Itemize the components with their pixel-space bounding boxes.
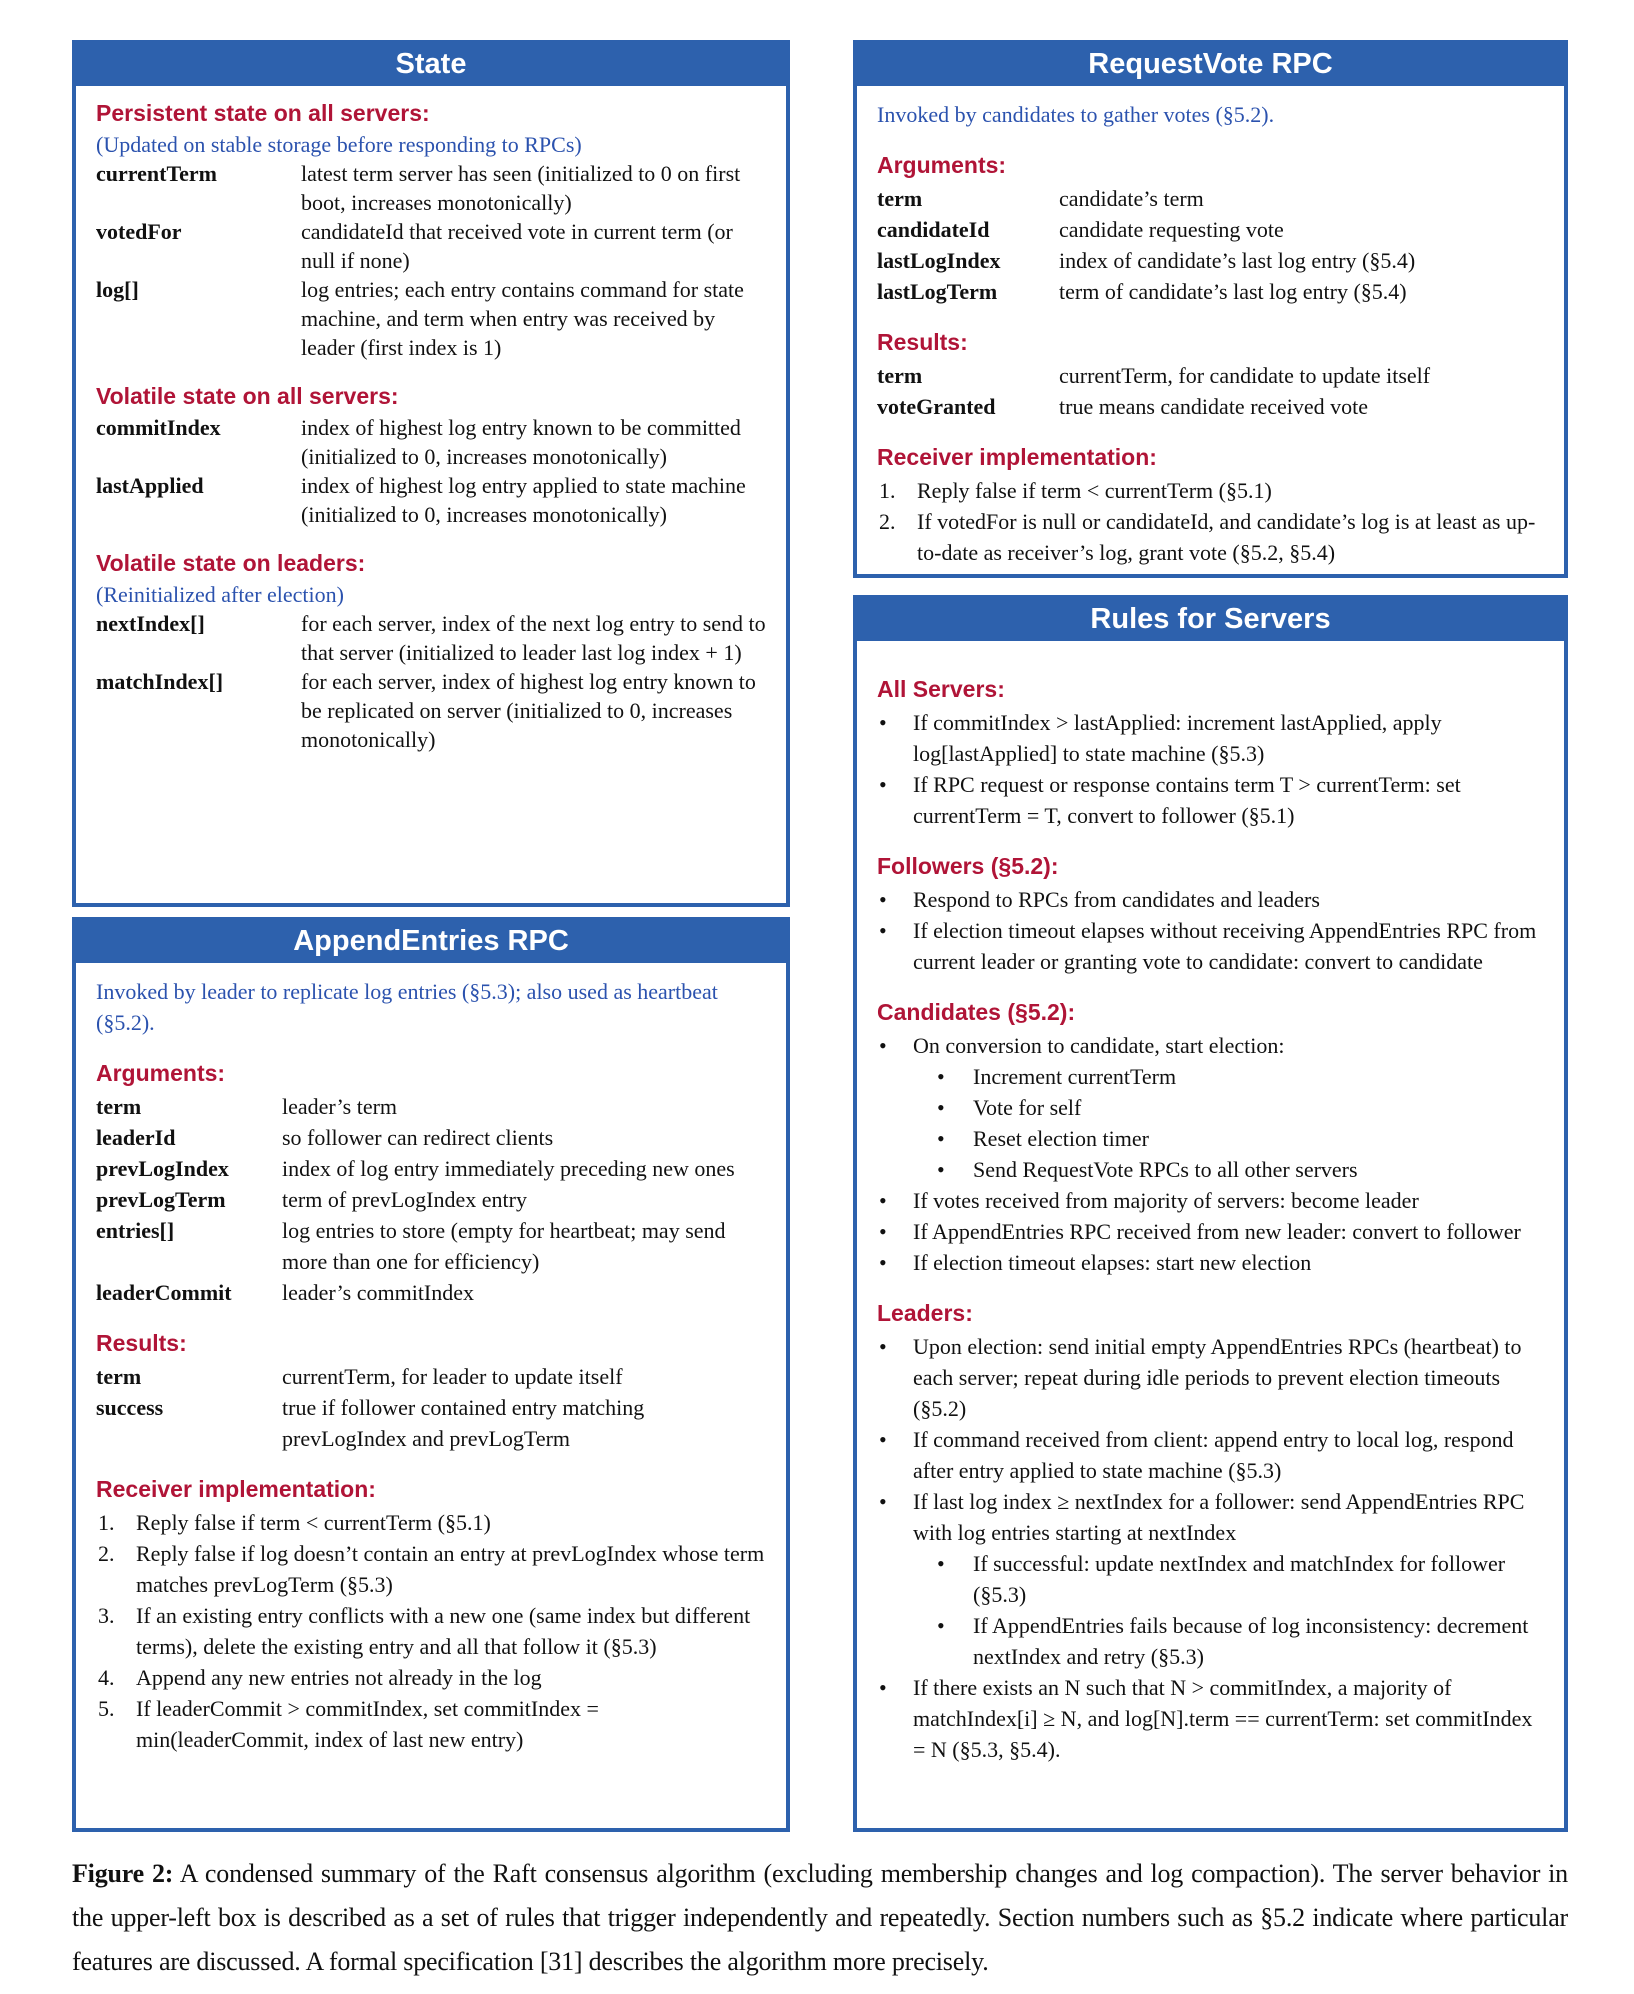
rv-arguments-heading: Arguments: — [877, 152, 1007, 178]
volatile-all-params — [96, 413, 770, 529]
param-name: success — [96, 1395, 164, 1420]
param-name: nextIndex[] — [96, 611, 205, 636]
param-desc: leader’s commitIndex — [282, 1280, 475, 1305]
rv-results-params — [877, 360, 1548, 422]
param-name: voteGranted — [877, 394, 996, 419]
param-row — [877, 391, 1548, 422]
rule-group — [877, 997, 1548, 1278]
param-name: leaderCommit — [96, 1280, 232, 1305]
figure-caption-text: A condensed summary of the Raft consensus algorithm (excluding membership changes and log compaction). The server behavior in the upper-left box is described as a set of rules that trigger independently and repeatedly. Section numbers such as §5.2 indicate where particular features are discussed. A formal specification [31] describes the algorithm more precisely. — [72, 1859, 1568, 1976]
param-name: log[] — [96, 277, 139, 302]
param-desc: candidateId that received vote in current term (or null if none) — [301, 219, 733, 273]
rule-bullet-text: If commitIndex > lastApplied: increment lastApplied, apply log[lastApplied] to state machine (§5.3) — [913, 710, 1442, 766]
rule-sub-bullets — [915, 1061, 1548, 1185]
rule-group — [877, 1298, 1548, 1765]
ae-arguments-heading: Arguments: — [96, 1060, 226, 1086]
param-desc: so follower can redirect clients — [282, 1125, 554, 1150]
param-row — [96, 609, 770, 667]
param-row — [96, 1122, 770, 1153]
param-name: commitIndex — [96, 415, 221, 440]
param-desc: latest term server has seen (initialized to 0 on first boot, increases monotonically) — [301, 161, 741, 215]
receiver-step: Reply false if term < currentTerm (§5.1) — [917, 478, 1272, 503]
rule-bullet-text: If votes received from majority of servers: become leader — [913, 1188, 1419, 1213]
rule-bullets — [877, 884, 1548, 977]
request-vote-intro: Invoked by candidates to gather votes (§5.2). — [877, 102, 1275, 127]
param-desc: candidate requesting vote — [1059, 217, 1284, 242]
param-row — [877, 276, 1548, 307]
ae-results-heading: Results: — [96, 1330, 187, 1356]
receiver-step: If an existing entry conflicts with a new one (same index but different terms), delete the existing entry and all that follow it (§5.3) — [136, 1603, 751, 1659]
rule-bullet — [877, 1030, 1548, 1185]
param-row — [96, 1361, 770, 1392]
param-row — [877, 245, 1548, 276]
param-row — [96, 471, 770, 529]
param-desc: log entries to store (empty for heartbeat; may send more than one for efficiency) — [282, 1218, 726, 1274]
param-row — [96, 1091, 770, 1122]
param-desc: term of candidate’s last log entry (§5.4) — [1059, 279, 1407, 304]
receiver-step: If leaderCommit > commitIndex, set commitIndex = min(leaderCommit, index of last new entry) — [136, 1696, 599, 1752]
persistent-state-heading: Persistent state on all servers: — [96, 100, 430, 126]
append-entries-box-body — [76, 966, 786, 1763]
param-desc: currentTerm, for leader to update itself — [282, 1364, 623, 1389]
rule-group — [877, 851, 1548, 977]
param-row — [96, 1392, 770, 1454]
append-entries-box — [72, 917, 790, 1832]
rules-box-body — [857, 644, 1564, 1773]
volatile-leaders-heading: Volatile state on leaders: — [96, 550, 366, 576]
rule-bullet — [877, 707, 1548, 769]
param-row — [96, 1277, 770, 1308]
rule-group-heading: All Servers: — [877, 676, 1005, 702]
param-desc: index of highest log entry known to be committed (initialized to 0, increases monotonically) — [301, 415, 741, 469]
rules-for-servers-box — [853, 595, 1568, 1832]
param-row — [96, 413, 770, 471]
ae-arguments-params — [96, 1091, 770, 1308]
param-name: term — [877, 186, 923, 211]
rule-sub-bullet: • Vote for self — [915, 1092, 1548, 1123]
request-vote-box — [853, 40, 1568, 578]
rv-receiver-heading: Receiver implementation: — [877, 444, 1157, 470]
figure-caption — [72, 1852, 1568, 1984]
param-row — [877, 183, 1548, 214]
append-entries-intro: Invoked by leader to replicate log entries (§5.3); also used as heartbeat (§5.2). — [96, 979, 718, 1035]
receiver-step: If votedFor is null or candidateId, and candidate’s log is at least as up-to-date as receiver’s log, grant vote (§5.2, §5.4) — [917, 509, 1536, 565]
persistent-state-note: (Updated on stable storage before responding to RPCs) — [96, 132, 582, 157]
param-row — [877, 360, 1548, 391]
rule-bullet — [877, 769, 1548, 831]
param-name: matchIndex[] — [96, 669, 224, 694]
param-row — [96, 1184, 770, 1215]
rule-bullet — [877, 1486, 1548, 1672]
volatile-all-heading: Volatile state on all servers: — [96, 383, 399, 409]
param-row — [96, 275, 770, 362]
param-name: term — [96, 1364, 142, 1389]
state-box-body — [76, 89, 786, 762]
receiver-step: Reply false if log doesn’t contain an entry at prevLogIndex whose term matches prevLogTerm (§5.3) — [136, 1541, 765, 1597]
rule-bullet — [877, 1216, 1548, 1247]
append-entries-box-title: AppendEntries RPC — [76, 921, 786, 966]
request-vote-box-body — [857, 89, 1564, 576]
param-desc: index of log entry immediately preceding new ones — [282, 1156, 735, 1181]
rule-bullet-text: If election timeout elapses: start new election — [913, 1250, 1312, 1275]
rule-bullet-text: If there exists an N such that N > commitIndex, a majority of matchIndex[i] ≥ N, and log[N].term == currentTerm: set commitIndex = N (§5.3, §5.4). — [913, 1675, 1533, 1762]
state-box-title: State — [76, 44, 786, 89]
rule-bullet — [877, 1247, 1548, 1278]
param-desc: for each server, index of the next log entry to send to that server (initialized to leader last log index + 1) — [301, 611, 766, 665]
rule-bullet — [877, 1185, 1548, 1216]
param-desc: for each server, index of highest log entry known to be replicated on server (initialized to 0, increases monotonically) — [301, 669, 756, 752]
rule-bullet — [877, 1672, 1548, 1765]
param-name: votedFor — [96, 219, 182, 244]
param-name: term — [877, 363, 923, 388]
rule-group — [877, 674, 1548, 831]
param-name: leaderId — [96, 1125, 176, 1150]
param-name: lastLogIndex — [877, 248, 1001, 273]
rule-bullets — [877, 1030, 1548, 1278]
param-name: currentTerm — [96, 161, 217, 186]
rule-bullet — [877, 915, 1548, 977]
param-desc: index of candidate’s last log entry (§5.4) — [1059, 248, 1416, 273]
param-desc: term of prevLogIndex entry — [282, 1187, 527, 1212]
receiver-step: Append any new entries not already in the log — [136, 1665, 542, 1690]
rule-bullet — [877, 1424, 1548, 1486]
rule-bullet — [877, 884, 1548, 915]
param-desc: true means candidate received vote — [1059, 394, 1369, 419]
param-name: lastApplied — [96, 473, 204, 498]
rule-bullet-text: If RPC request or response contains term T > currentTerm: set currentTerm = T, convert to follower (§5.1) — [913, 772, 1461, 828]
rv-results-heading: Results: — [877, 329, 968, 355]
param-name: prevLogIndex — [96, 1156, 229, 1181]
param-row — [96, 1153, 770, 1184]
param-desc: currentTerm, for candidate to update itself — [1059, 363, 1431, 388]
param-name: prevLogTerm — [96, 1187, 226, 1212]
param-desc: true if follower contained entry matching prevLogIndex and prevLogTerm — [282, 1395, 645, 1451]
state-box — [72, 40, 790, 907]
rule-sub-bullet: • Increment currentTerm — [915, 1061, 1548, 1092]
param-row — [96, 667, 770, 754]
param-name: term — [96, 1094, 142, 1119]
receiver-step: Reply false if term < currentTerm (§5.1) — [136, 1510, 491, 1535]
rv-receiver-steps — [877, 475, 1548, 568]
rule-group-heading: Followers (§5.2): — [877, 853, 1059, 879]
ae-results-params — [96, 1361, 770, 1454]
param-desc: index of highest log entry applied to state machine (initialized to 0, increases monotonically) — [301, 473, 746, 527]
volatile-leaders-params — [96, 609, 770, 754]
param-name: candidateId — [877, 217, 990, 242]
rule-bullet-text: If election timeout elapses without receiving AppendEntries RPC from current leader or granting vote to candidate: convert to candidate — [913, 918, 1537, 974]
rule-sub-bullet: • Reset election timer — [915, 1123, 1548, 1154]
rv-arguments-params — [877, 183, 1548, 307]
volatile-leaders-note: (Reinitialized after election) — [96, 582, 344, 607]
param-name: entries[] — [96, 1218, 175, 1243]
rule-bullet-text: If AppendEntries RPC received from new leader: convert to follower — [913, 1219, 1521, 1244]
persistent-state-params — [96, 159, 770, 362]
rule-sub-bullet: • If successful: update nextIndex and matchIndex for follower (§5.3) — [915, 1548, 1548, 1610]
param-desc: log entries; each entry contains command for state machine, and term when entry was received by leader (first index is 1) — [301, 277, 744, 360]
param-row — [96, 159, 770, 217]
figure-caption-label: Figure 2: — [72, 1859, 174, 1888]
rule-bullets — [877, 1331, 1548, 1765]
rule-sub-bullet: • If AppendEntries fails because of log inconsistency: decrement nextIndex and retry (§5.3) — [915, 1610, 1548, 1672]
rule-bullet-text: Respond to RPCs from candidates and leaders — [913, 887, 1320, 912]
param-row — [96, 1215, 770, 1277]
param-row — [877, 214, 1548, 245]
rule-bullet-text: Upon election: send initial empty AppendEntries RPCs (heartbeat) to each server; repeat during idle periods to prevent election timeouts (§5.2) — [913, 1334, 1522, 1421]
request-vote-box-title: RequestVote RPC — [857, 44, 1564, 89]
rule-bullets — [877, 707, 1548, 831]
rule-group-heading: Leaders: — [877, 1300, 973, 1326]
rules-box-title: Rules for Servers — [857, 599, 1564, 644]
rule-bullet-text: If last log index ≥ nextIndex for a follower: send AppendEntries RPC with log entries starting at nextIndex — [913, 1489, 1525, 1545]
ae-receiver-heading: Receiver implementation: — [96, 1476, 376, 1502]
param-desc: leader’s term — [282, 1094, 398, 1119]
param-name: lastLogTerm — [877, 279, 998, 304]
rule-sub-bullet: • Send RequestVote RPCs to all other servers — [915, 1154, 1548, 1185]
rule-bullet-text: If command received from client: append entry to local log, respond after entry applied to state machine (§5.3) — [913, 1427, 1514, 1483]
ae-receiver-steps — [96, 1507, 770, 1755]
rule-sub-bullets — [915, 1548, 1548, 1672]
rule-group-heading: Candidates (§5.2): — [877, 999, 1076, 1025]
rule-bullet — [877, 1331, 1548, 1424]
param-desc: candidate’s term — [1059, 186, 1204, 211]
rule-bullet-text: On conversion to candidate, start election: — [913, 1033, 1285, 1058]
param-row — [96, 217, 770, 275]
